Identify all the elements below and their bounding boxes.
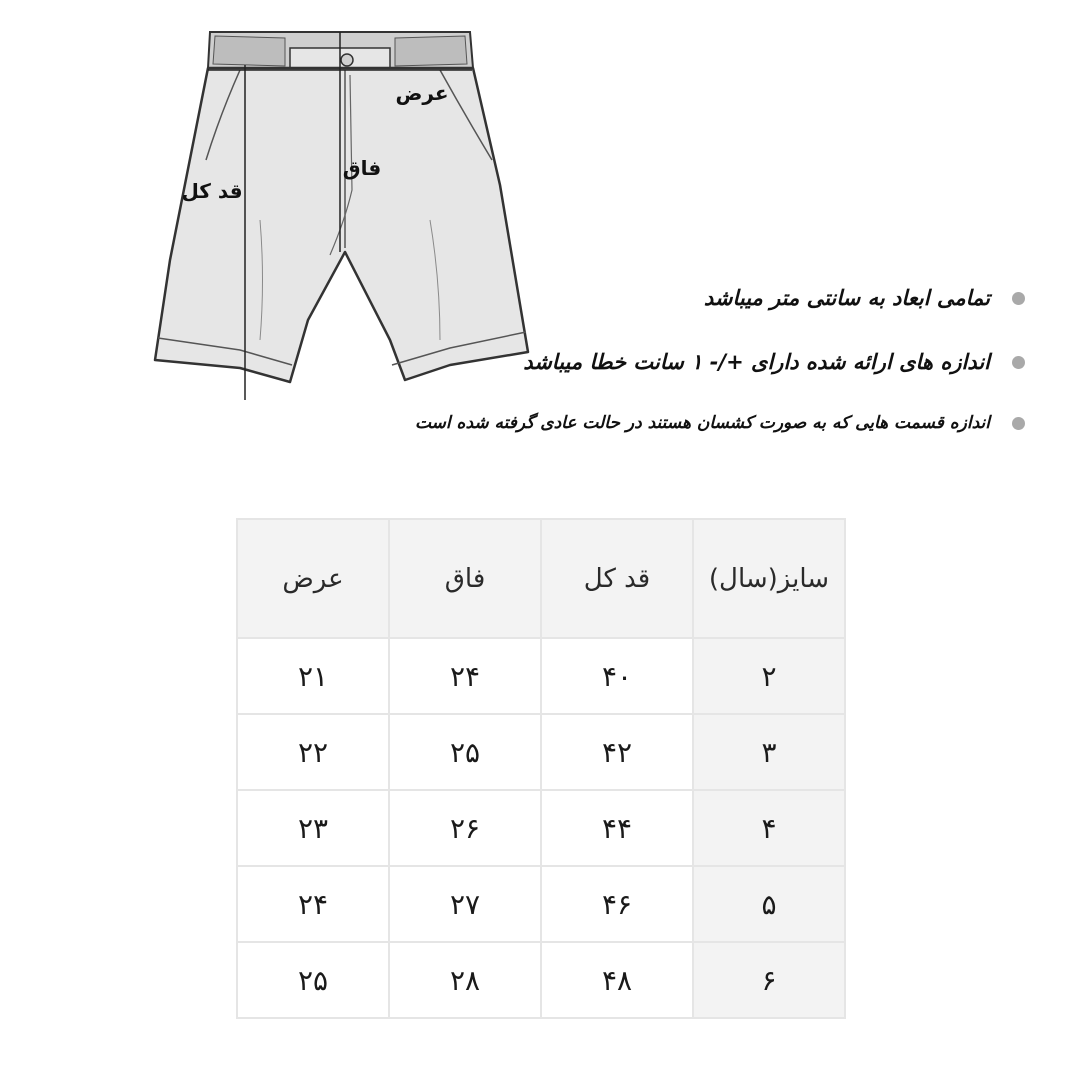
length-label: قد کل — [181, 179, 243, 203]
length-cell: ۴۰ — [541, 638, 693, 714]
rise-cell: ۲۶ — [389, 790, 541, 866]
header-size: سایز(سال) — [693, 519, 845, 638]
note-elastic — [415, 406, 1025, 440]
length-cell: ۴۴ — [541, 790, 693, 866]
rise-cell: ۲۵ — [389, 714, 541, 790]
bullet-icon — [1012, 417, 1025, 430]
size-cell: ۵ — [693, 866, 845, 942]
width-cell: ۲۱ — [237, 638, 389, 714]
waistband-elastic-left — [213, 36, 285, 66]
rise-cell: ۲۷ — [389, 866, 541, 942]
note-units — [415, 280, 1025, 316]
header-length: قد کل — [541, 519, 693, 638]
bullet-icon — [1012, 292, 1025, 305]
note-elastic-text: اندازه قسمت هایی که به صورت کشسان هستند در حالت عادی گرفته شده است — [414, 413, 990, 433]
width-cell: ۲۳ — [237, 790, 389, 866]
table-row — [237, 866, 845, 942]
table-row — [237, 942, 845, 1018]
table-row — [237, 638, 845, 714]
size-cell: ۳ — [693, 714, 845, 790]
table-row — [237, 714, 845, 790]
note-tolerance — [415, 344, 1025, 380]
table-row — [237, 790, 845, 866]
note-tolerance-text: اندازه های ارائه شده دارای +/- ۱ سانت خطا میباشد — [523, 350, 990, 374]
length-cell: ۴۲ — [541, 714, 693, 790]
width-label: عرض — [395, 81, 449, 105]
notes-list — [415, 280, 1025, 440]
bullet-icon — [1012, 356, 1025, 369]
rise-cell: ۲۸ — [389, 942, 541, 1018]
waistband-elastic-right — [395, 36, 467, 66]
size-cell: ۶ — [693, 942, 845, 1018]
length-cell: ۴۸ — [541, 942, 693, 1018]
header-width: عرض — [237, 519, 389, 638]
table-header-row — [237, 519, 845, 638]
width-cell: ۲۲ — [237, 714, 389, 790]
width-cell: ۲۵ — [237, 942, 389, 1018]
rise-cell: ۲۴ — [389, 638, 541, 714]
size-table — [236, 518, 846, 1019]
note-units-text: تمامی ابعاد به سانتی متر میباشد — [703, 286, 990, 310]
size-cell: ۲ — [693, 638, 845, 714]
size-cell: ۴ — [693, 790, 845, 866]
button-icon — [341, 54, 353, 66]
rise-label: فاق — [342, 156, 382, 180]
width-cell: ۲۴ — [237, 866, 389, 942]
length-cell: ۴۶ — [541, 866, 693, 942]
header-rise: فاق — [389, 519, 541, 638]
